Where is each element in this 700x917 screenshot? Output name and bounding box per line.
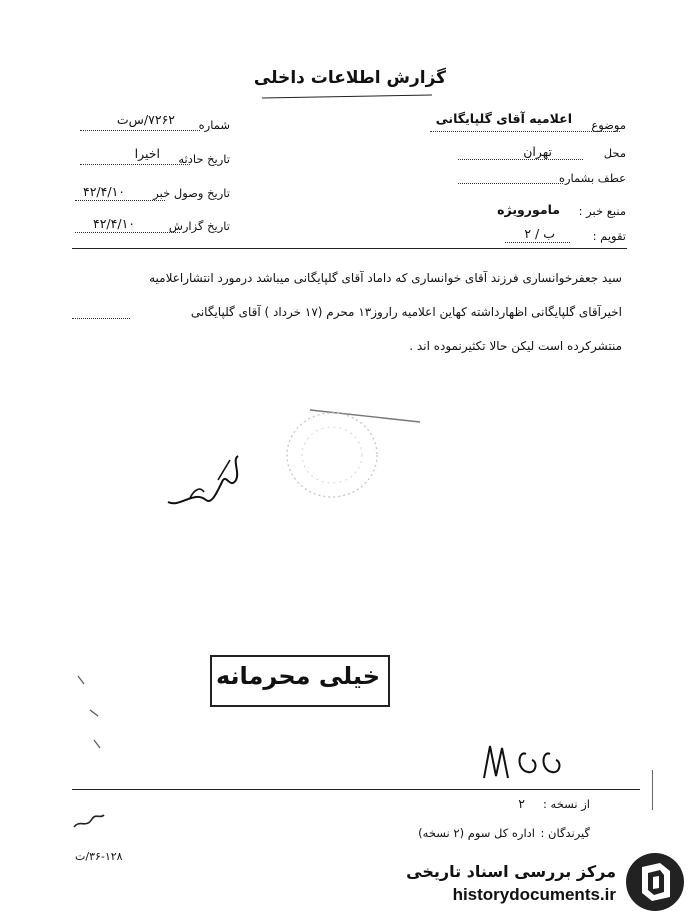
header-separator bbox=[72, 248, 627, 249]
evaluation-dotline bbox=[505, 242, 570, 243]
receipt-date-label: تاریخ وصول خبر bbox=[153, 186, 230, 200]
report-date-value: ۴۲/۴/۱۰ bbox=[93, 216, 135, 231]
confidential-stamp-text: خیلی محرمانه bbox=[215, 662, 381, 690]
number-value: ۷۲۶۲/س‌ت bbox=[116, 112, 175, 127]
distribution-separator bbox=[72, 789, 640, 790]
copies-value: ۲ bbox=[518, 796, 525, 811]
handwritten-signature-icon bbox=[160, 450, 250, 515]
page-title: گزارش اطلاعات داخلی bbox=[253, 68, 447, 88]
source-value: مامورویژه bbox=[497, 202, 560, 217]
report-date-label: تاریخ گزارش bbox=[168, 219, 230, 233]
body-line-1: سید جعفرخوانساری فرزند آقای خوانساری که داماد آقای گلپایگانی میباشد درمورد انتشاراعلامیه bbox=[149, 271, 622, 285]
evaluation-value: ب / ۲ bbox=[524, 226, 555, 241]
number-dotline bbox=[80, 130, 200, 131]
incident-date-value: اخیرا bbox=[134, 146, 160, 161]
title-underline bbox=[262, 95, 432, 99]
handwritten-note-icon bbox=[478, 740, 568, 785]
archive-logo-mark bbox=[638, 861, 674, 903]
number-label: شماره bbox=[198, 118, 230, 132]
reference-dotline bbox=[458, 183, 563, 184]
body-line-2-fill bbox=[72, 318, 130, 319]
receipt-date-value: ۴۲/۴/۱۰ bbox=[83, 184, 125, 199]
watermark-url[interactable]: historydocuments.ir bbox=[452, 885, 616, 904]
location-dotline bbox=[458, 159, 583, 160]
receipt-date-dotline bbox=[75, 200, 165, 201]
body-line-3: منتشرکرده است لیکن حالا تکثیرنموده اند . bbox=[409, 339, 622, 353]
source-label: منبع خبر : bbox=[578, 204, 626, 218]
faint-seal-mark bbox=[270, 400, 430, 510]
location-value: تهران bbox=[523, 144, 552, 159]
watermark-org-name: مرکز بررسی اسناد تاریخی bbox=[406, 862, 616, 881]
incident-date-label: تاریخ حادثه bbox=[178, 152, 230, 166]
body-line-2: اخیرآقای گلپایگانی اظهارداشته کهاین اعلامیه راروز۱۳ محرم (۱۷ خرداد ) آقای گلپایگانی bbox=[190, 305, 622, 319]
report-date-dotline bbox=[75, 232, 180, 233]
incident-date-dotline bbox=[80, 164, 190, 165]
location-label: محل bbox=[603, 146, 626, 160]
bottom-left-mark bbox=[70, 805, 110, 835]
evaluation-label: تقویم : bbox=[592, 229, 626, 243]
subject-value: اعلامیه آقای گلپایگانی bbox=[435, 111, 572, 126]
form-code: ۳۶-۱۲۸/ت bbox=[75, 850, 123, 863]
right-margin-tick bbox=[652, 770, 653, 810]
reference-label: عطف بشماره bbox=[558, 171, 626, 185]
copies-label: از نسخه : bbox=[543, 797, 590, 811]
subject-dotline bbox=[430, 131, 620, 132]
recipients-value: اداره کل سوم (۲ نسخه) bbox=[418, 826, 535, 840]
subject-label: موضوع bbox=[591, 118, 626, 132]
margin-marks bbox=[70, 670, 120, 760]
recipients-label: گیرندگان : bbox=[540, 826, 590, 840]
